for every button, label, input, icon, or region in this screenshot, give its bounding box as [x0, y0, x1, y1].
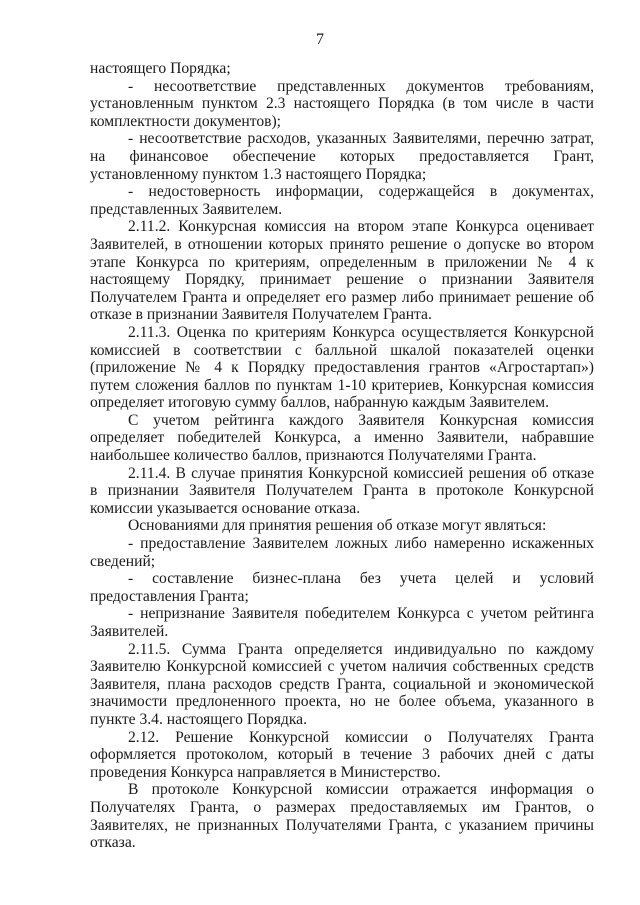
paragraph: 2.11.3. Оценка по критериям Конкурса осуществляется Конкурсной комиссией в соответствии с балльной шкалой показателей оценки (приложение № 4 к Порядку предоставления грантов «Агростартап») путем сложения баллов по пунктам 1-10 критериев, Конкурсная комиссия определяет итоговую сумму баллов, набранную каждым Заявителем.	[90, 323, 594, 412]
paragraph: 2.12. Решение Конкурсной комиссии о Получателях Гранта оформляется протоколом, который в течение 3 рабочих дней с даты проведения Конкурса направляется в Министерство.	[90, 728, 594, 781]
paragraph: - недостоверность информации, содержащейся в документах, представленных Заявителем.	[90, 183, 594, 218]
page-number: 7	[316, 31, 324, 48]
paragraph: С учетом рейтинга каждого Заявителя Конкурсная комиссия определяет победителей Конкурса, а именно Заявители, набравшие наибольшее количество баллов, признаются Получателями Гранта.	[90, 411, 594, 465]
document-body	[90, 60, 594, 852]
paragraph: - непризнание Заявителя победителем Конкурса с учетом рейтинга Заявителей.	[90, 605, 594, 640]
paragraph: - предоставление Заявителем ложных либо намеренно искаженных сведений;	[90, 535, 594, 570]
paragraph: настоящего Порядка;	[90, 60, 231, 77]
paragraph: 2.11.5. Сумма Гранта определяется индивидуально по каждому Заявителю Конкурсной комиссией с учетом наличия собственных средств Заявителя, плана расходов средств Гранта, социальной и экономической значимости предлоненного проекта, но не более объема, указанного в пункте 3.4. настоящего Порядка.	[90, 640, 594, 728]
paragraph: 2.11.2. Конкурсная комиссия на втором этапе Конкурса оценивает Заявителей, в отношении которых принято решение о допуске во втором этапе Конкурса по критериям, определенным в приложении № 4 к настоящему Порядку, принимает решение о признании Заявителя Получателем Гранта и определяет его размер либо принимает решение об отказе в признании Заявителя Получателем Гранта.	[90, 218, 594, 324]
paragraph: Основаниями для принятия решения об отказе могут являться:	[128, 517, 547, 535]
paragraph: - несоответствие расходов, указанных Заявителями, перечню затрат, на финансовое обеспечение которых предоставляется Грант, установленному пунктом 1.3 настоящего Порядка;	[90, 130, 594, 183]
paragraph: В протоколе Конкурсной комиссии отражается информация о Получателях Гранта, о размерах предоставляемых им Грантов, о Заявителях, не признанных Получателями Гранта, с указанием причины отказа.	[90, 781, 594, 852]
paragraph: - несоответствие представленных документов требованиям, установленным пунктом 2.3 настоящего Порядка (в том числе в части комплектности документов);	[90, 77, 594, 130]
paragraph: - составление бизнес-плана без учета целей и условий предоставления Гранта;	[90, 570, 594, 605]
paragraph: 2.11.4. В случае принятия Конкурсной комиссией решения об отказе в признании Заявителя Получателем Гранта в протоколе Конкурсной комиссии указывается основание отказа.	[90, 464, 594, 517]
